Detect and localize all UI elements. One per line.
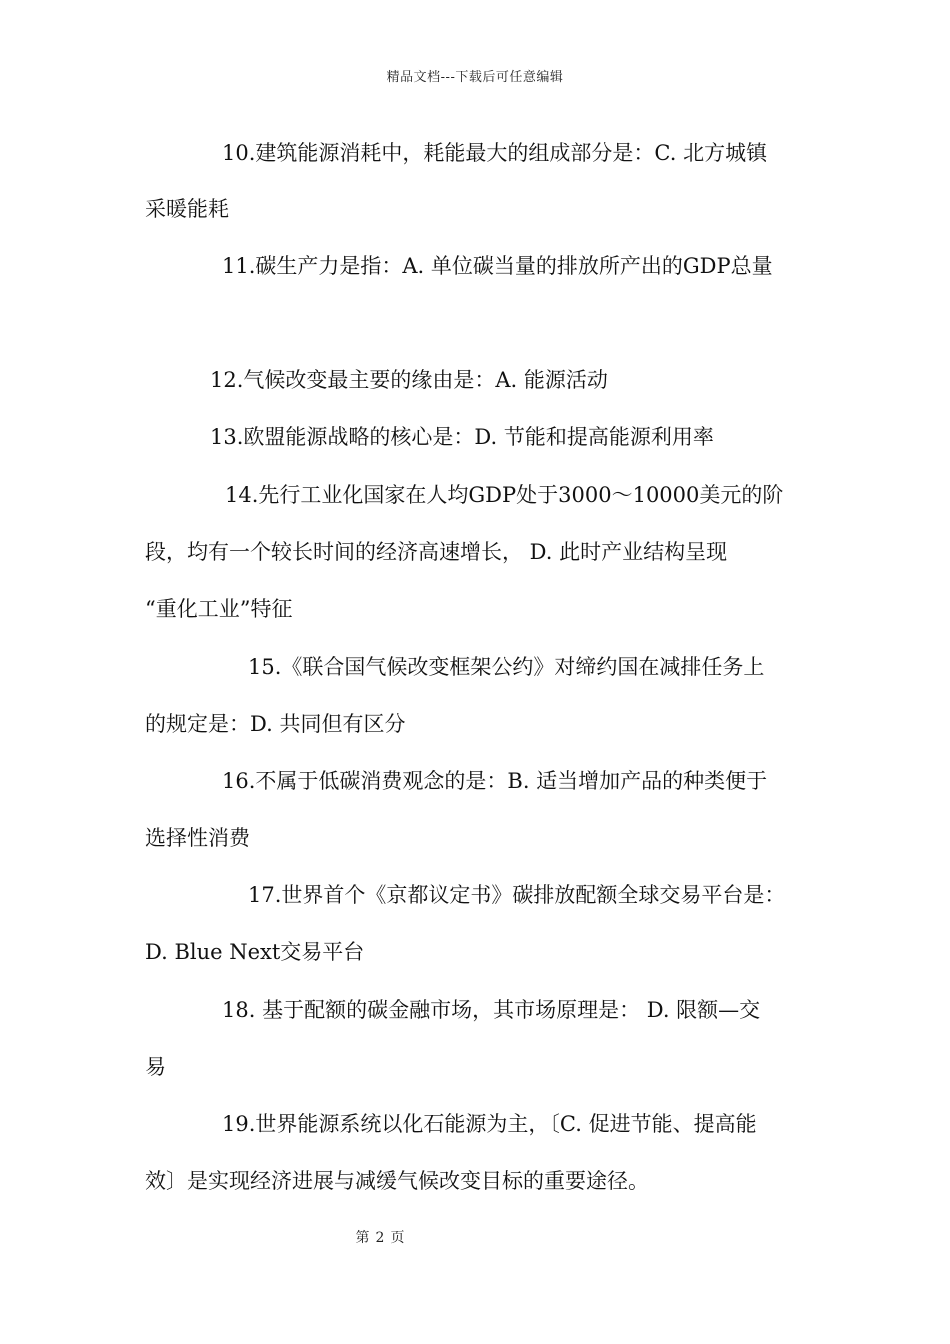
text-line: 12.气候改变最主要的缘由是：A. 能源活动 — [210, 368, 608, 392]
text-line: 选择性消费 — [145, 826, 250, 850]
text-line: 11.碳生产力是指：A. 单位碳当量的排放所产出的GDP总量 — [222, 254, 773, 278]
text-line: 15.《联合国气候改变框架公约》对缔约国在减排任务上 — [248, 655, 765, 679]
text-line: 14.先行工业化国家在人均GDP处于3000～10000美元的阶 — [225, 483, 784, 507]
text-line: 10.建筑能源消耗中，耗能最大的组成部分是：C. 北方城镇 — [222, 141, 768, 165]
text-line: 19.世界能源系统以化石能源为主，〔C. 促进节能、提高能 — [222, 1112, 757, 1136]
text-line: 段，均有一个较长时间的经济高速增长， D. 此时产业结构呈现 — [145, 540, 728, 564]
text-line: 易 — [145, 1055, 166, 1079]
text-line: “重化工业”特征 — [145, 597, 293, 621]
page-footer — [0, 1227, 760, 1247]
text-line: 17.世界首个《京都议定书》碳排放配额全球交易平台是： — [248, 883, 786, 907]
text-line: 的规定是：D. 共同但有区分 — [145, 712, 406, 736]
text-line: 18. 基于配额的碳金融市场，其市场原理是： D. 限额—交 — [222, 998, 761, 1022]
text-line: 效〕是实现经济进展与减缓气候改变目标的重要途径。 — [145, 1169, 649, 1193]
text-line: 16.不属于低碳消费观念的是：B. 适当增加产品的种类便于 — [222, 769, 768, 793]
text-line: D. Blue Next交易平台 — [145, 940, 365, 964]
footer-prefix: 第 — [355, 1230, 370, 1246]
page-header: 精品文档---下载后可任意编辑 — [386, 70, 564, 85]
text-line: 采暖能耗 — [145, 197, 229, 221]
footer-suffix: 页 — [390, 1230, 405, 1246]
text-line: 13.欧盟能源战略的核心是：D. 节能和提高能源利用率 — [210, 425, 714, 449]
page-number: 2 — [375, 1230, 385, 1246]
